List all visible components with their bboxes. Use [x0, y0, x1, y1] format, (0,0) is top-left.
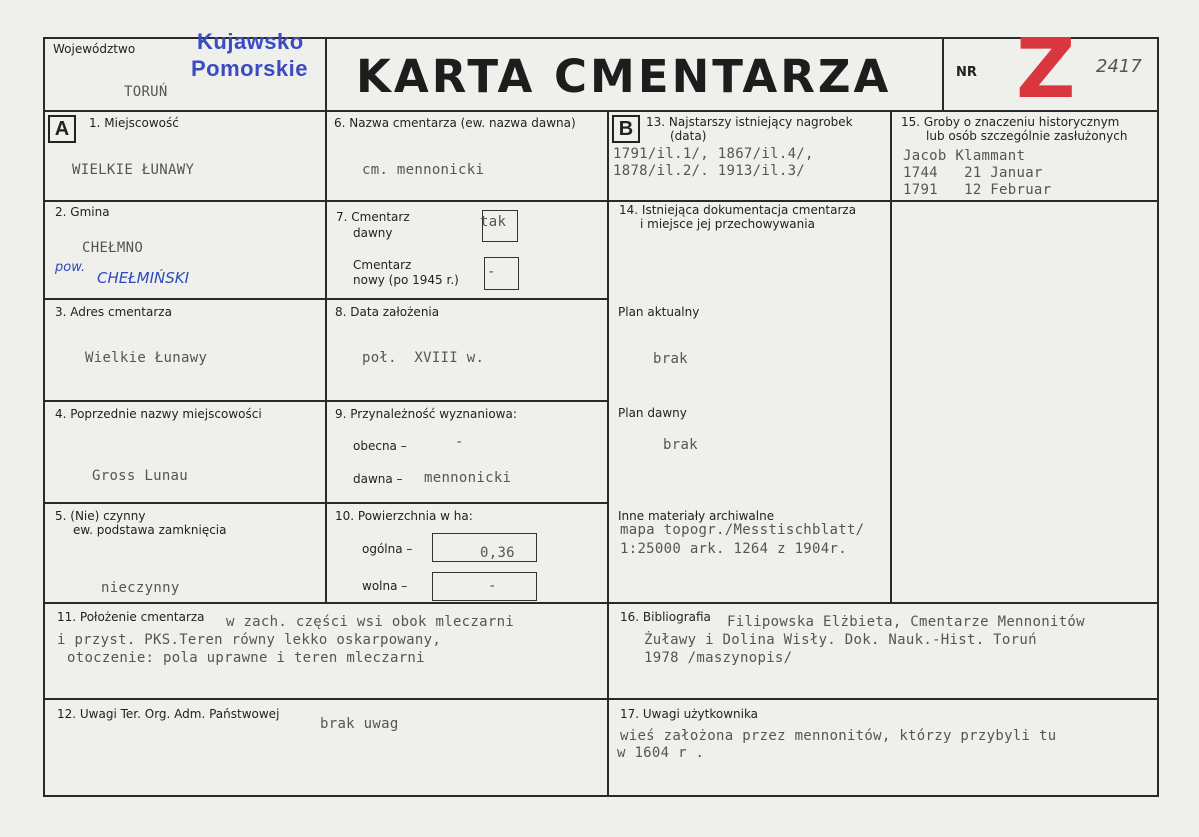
nr-value: 2417 — [1096, 56, 1142, 77]
f7-new-label-2: nowy (po 1945 r.) — [353, 273, 459, 287]
f12-label: 12. Uwagi Ter. Org. Adm. Państwowej — [57, 707, 280, 721]
stamp-line-2: Pomorskie — [191, 56, 308, 81]
col-divider-1 — [325, 37, 327, 604]
f7-old-label-1: 7. Cmentarz — [336, 210, 410, 224]
row-divider-3 — [43, 400, 608, 402]
f2-label: 2. Gmina — [55, 205, 110, 219]
f4-value: Gross Lunau — [92, 468, 189, 484]
f2-hand-value: CHEŁMIŃSKI — [97, 269, 190, 287]
f16-line-3: 1978 /maszynopis/ — [644, 650, 793, 666]
col-divider-2 — [607, 110, 609, 796]
f12-value: brak uwag — [320, 716, 399, 732]
voivodeship-label: Województwo — [53, 42, 136, 56]
voivodeship-value: TORUŃ — [124, 84, 168, 100]
section-b-badge: B — [612, 115, 640, 143]
f4-label: 4. Poprzednie nazwy miejscowości — [55, 407, 262, 421]
border-bottom — [43, 795, 1159, 797]
row-divider-1 — [43, 200, 1159, 202]
f1-value: WIELKIE ŁUNAWY — [72, 162, 195, 178]
f9-former-label: dawna – — [353, 472, 403, 486]
f9-current-label: obecna – — [353, 439, 407, 453]
f14-other-line-1: mapa topogr./Messtischblatt/ — [620, 522, 865, 538]
f9-label: 9. Przynależność wyznaniowa: — [335, 407, 517, 421]
f15-line-1: Jacob Klammant — [903, 148, 1026, 164]
f3-label: 3. Adres cmentarza — [55, 305, 172, 319]
f11-label: 11. Położenie cmentarza — [57, 610, 205, 624]
f14-plan-current-value: brak — [653, 351, 688, 367]
f14-other-label: Inne materiały archiwalne — [618, 509, 775, 523]
f5-label-2: ew. podstawa zamknięcia — [73, 523, 227, 537]
f5-value: nieczynny — [101, 580, 180, 596]
f15-label-1: 15. Groby o znaczeniu historycznym — [901, 115, 1120, 129]
f8-value: poł. XVIII w. — [362, 350, 485, 366]
f10-label: 10. Powierzchnia w ha: — [335, 509, 473, 523]
f3-value: Wielkie Łunawy — [85, 350, 208, 366]
f17-label: 17. Uwagi użytkownika — [620, 707, 759, 721]
f13-line-1: 1791/il.1/, 1867/il.4/, — [613, 146, 814, 162]
nr-divider — [942, 37, 944, 111]
f10-total-label: ogólna – — [362, 542, 413, 556]
f7-old-value: tak — [480, 214, 507, 230]
f16-label: 16. Bibliografia — [620, 610, 711, 624]
border-left — [43, 37, 45, 797]
f10-free-box — [432, 572, 537, 601]
section-a-badge: A — [48, 115, 76, 143]
f14-plan-current-label: Plan aktualny — [618, 305, 700, 319]
f14-label-1: 14. Istniejąca dokumentacja cmentarza — [619, 203, 857, 217]
f13-label-2: (data) — [670, 129, 707, 143]
f14-other-line-2: 1:25000 ark. 1264 z 1904r. — [620, 541, 847, 557]
row-divider-6 — [43, 698, 1159, 700]
row-divider-4 — [43, 502, 608, 504]
f15-label-2: lub osób szczególnie zasłużonych — [926, 129, 1128, 143]
f10-free-label: wolna – — [362, 579, 408, 593]
stamp-line-1: Kujawsko — [197, 29, 304, 54]
f11-line-1: w zach. części wsi obok mleczarni — [226, 614, 515, 630]
border-right — [1157, 37, 1159, 797]
f7-new-label-1: Cmentarz — [353, 258, 412, 272]
f11-line-2: i przyst. PKS.Teren równy lekko oskarpowany, — [57, 632, 442, 648]
f13-label-1: 13. Najstarszy istniejący nagrobek — [646, 115, 853, 129]
f17-line-2: w 1604 r . — [617, 745, 705, 761]
f2-hand-prefix: pow. — [55, 260, 86, 275]
nr-label: NR — [956, 65, 977, 80]
f6-value: cm. mennonicki — [362, 162, 485, 178]
f1-label: 1. Miejscowość — [89, 116, 179, 130]
f9-former-value: mennonicki — [424, 470, 512, 486]
col-divider-3 — [890, 110, 892, 604]
f17-line-1: wieś założona przez mennonitów, którzy przybyli tu — [620, 728, 1057, 744]
f6-label: 6. Nazwa cmentarza (ew. nazwa dawna) — [334, 116, 576, 130]
f8-label: 8. Data założenia — [335, 305, 440, 319]
nr-letter: Z — [1016, 22, 1076, 117]
f5-label-1: 5. (Nie) czynny — [55, 509, 146, 523]
f15-line-2: 1744 21 Januar — [903, 165, 1043, 181]
f14-label-2: i miejsce jej przechowywania — [640, 217, 815, 231]
f16-line-2: Żuławy i Dolina Wisły. Dok. Nauk.-Hist. Toruń — [644, 632, 1037, 648]
f9-current-value: - — [455, 434, 464, 450]
f15-line-3: 1791 12 Februar — [903, 182, 1052, 198]
f11-line-3: otoczenie: pola uprawne i teren mleczarni — [67, 650, 425, 666]
f13-line-2: 1878/il.2/. 1913/il.3/ — [613, 163, 806, 179]
card-title: KARTA CMENTARZA — [356, 50, 892, 103]
row-divider-2 — [43, 298, 608, 300]
row-divider-5 — [43, 602, 1159, 604]
f7-old-label-2: dawny — [353, 226, 393, 240]
f14-plan-old-label: Plan dawny — [618, 406, 687, 420]
f10-free-value: - — [488, 578, 497, 594]
f7-new-value: - — [487, 264, 496, 280]
f2-value: CHEŁMNO — [82, 240, 144, 256]
header-divider — [43, 110, 1159, 112]
f14-plan-old-value: brak — [663, 437, 698, 453]
f10-total-value: 0,36 — [480, 545, 515, 561]
f16-line-1: Filipowska Elżbieta, Cmentarze Mennonitów — [727, 614, 1085, 630]
